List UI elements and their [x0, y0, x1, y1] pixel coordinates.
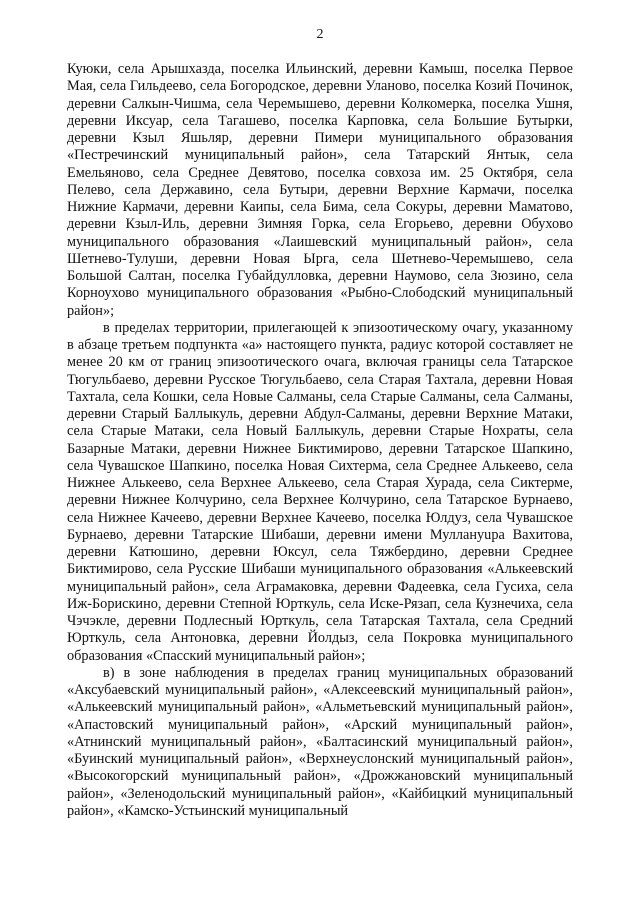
page-number: 2 — [316, 27, 324, 42]
paragraph-3: в) в зоне наблюдения в пределах границ муниципальных образований «Аксубаевский муниципальный район», «Алексеевский муниципальный район», «Алькеевский муниципальный район», «Альметьевский муниципальный район», «Апастовский муниципальный район», «Арский муниципальный район», «Атнинский муниципальный район», «Балтасинский муниципальный район», «Буинский муниципальный район», «Верхнеуслонский муниципальный район», «Высокогорский муниципальный район», «Дрожжановский муниципальный район», «Зеленодольский муниципальный район», «Кайбицкий муниципальный район», «Камско-Устьинский муниципальный — [67, 664, 573, 819]
paragraph-1: Куюки, села Арышхазда, поселка Ильинский, деревни Камыш, поселка Первое Мая, села Гильдеево, села Богородское, деревни Уланово, поселка Козий Починок, деревни Салкын-Чишма, села Черемышево, деревни Колкомерка, поселка Ушня, деревни Иксуар, села Тагашево, поселка Карповка, села Большие Бутырки, деревни Кзыл Яшьляр, деревни Пимери муниципального образования «Пестречинский муниципальный район», села Татарский Янтык, села Емельяново, села Среднее Девятово, поселка совхоза им. 25 Октября, села Пелево, села Державино, села Бутыри, деревни Верхние Кармачи, поселка Нижние Кармачи, деревни Каипы, села Бима, села Сокуры, деревни Маматово, деревни Кзыл-Иль, деревни Зимняя Горка, села Егорьево, деревни Обухово муниципального образования «Лаишевский муниципальный район», села Шетнево-Тулуши, деревни Новая Ырга, села Шетнево-Черемышево, села Большой Салтан, поселка Губайдулловка, деревни Наумово, села Зюзино, села Корноухово муниципального образования «Рыбно-Слободский муниципальный район»; — [67, 61, 573, 319]
body-text — [67, 61, 573, 820]
paragraph-2: в пределах территории, прилегающей к эпизоотическому очагу, указанному в абзаце третьем подпункта «а» настоящего пункта, радиус которой составляет не менее 20 км от границ эпизоотического очага, включая границы села Татарское Тюгульбаево, деревни Русское Тюгульбаево, села Старая Тахтала, деревни Новая Тахтала, села Кошки, села Новые Салманы, села Старые Салманы, села Салманы, деревни Старый Баллыкуль, деревни Абдул-Салманы, деревни Верхние Матаки, села Старые Матаки, села Новый Баллыкуль, деревни Старые Нохраты, села Базарные Матаки, деревни Нижнее Биктимирово, деревни Татарское Шапкино, села Чувашское Шапкино, поселка Новая Сихтерма, села Среднее Алькеево, села Нижнее Алькеево, села Верхнее Алькеево, села Старая Хурада, села Сиктерме, деревни Нижнее Колчурино, села Верхнее Колчурино, села Татарское Бурнаево, села Нижнее Качеево, деревни Верхнее Качеево, поселка Юлдуз, села Чувашское Бурнаево, деревни Татарские Шибаши, деревни имени Муллануupa Вахитова, деревни Катюшино, деревни Юксул, села Тяжбердино, деревни Среднее Биктимирово, села Русские Шибаши муниципального образования «Алькеевский муниципальный район», села Аграмаковка, деревни Фадеевка, села Гусиха, села Иж-Борискино, деревни Степной Юрткуль, села Иске-Рязап, села Кузнечиха, села Чэчэкле, деревни Подлесный Юрткуль, села Татарская Тахтала, села Средний Юрткуль, села Антоновка, деревни Йолдыз, села Покровка муниципального образования «Спасский муниципальный район»; — [67, 319, 573, 664]
